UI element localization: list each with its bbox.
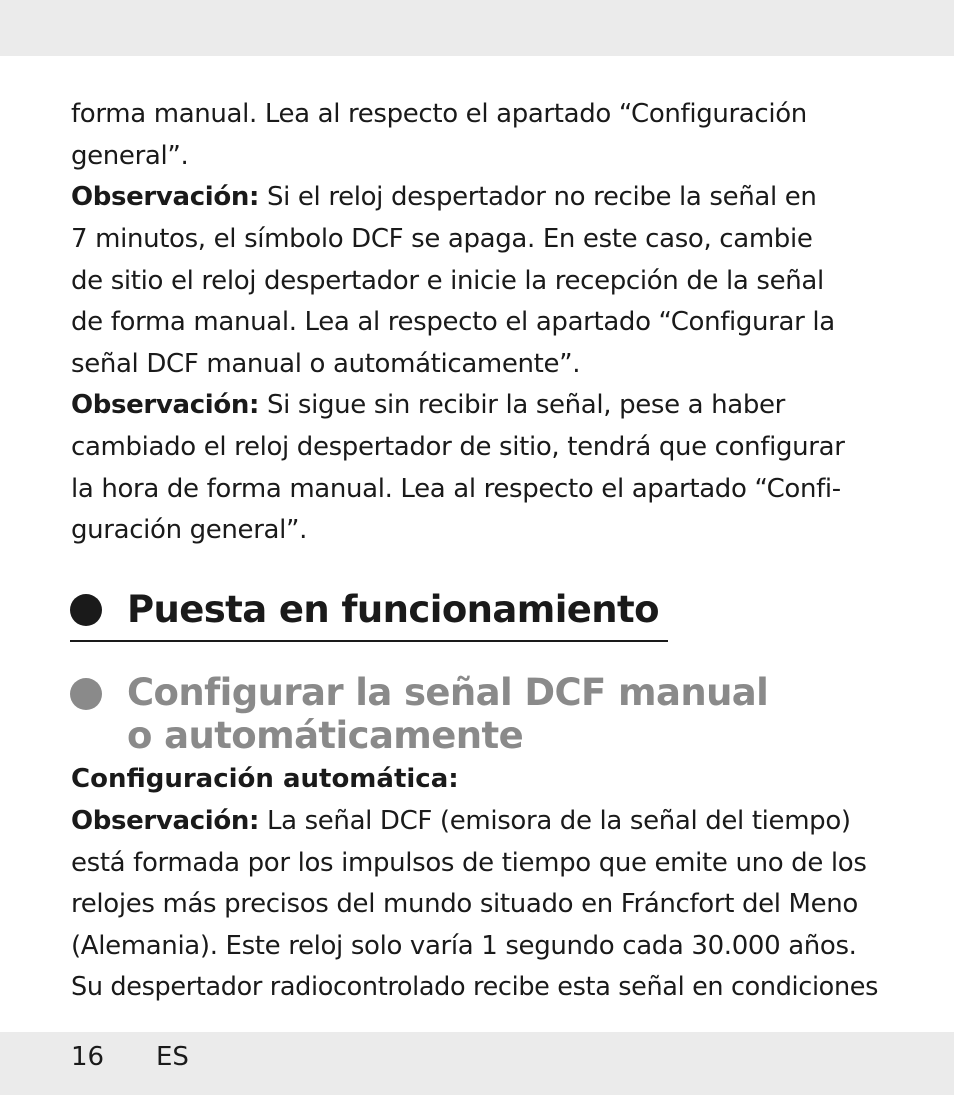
body-line: de forma manual. Lea al respecto el apartado “Configurar la xyxy=(71,307,835,337)
footer-band xyxy=(0,1032,954,1095)
subsection-bullet-icon xyxy=(70,678,102,710)
body-line xyxy=(71,388,785,422)
body-line: está formada por los impulsos de tiempo que emite uno de los xyxy=(71,848,867,878)
body-line: general”. xyxy=(71,141,189,171)
subheading: Configuración automática: xyxy=(71,764,459,794)
section-heading: Puesta en funcionamiento xyxy=(127,588,659,631)
body-line: de sitio el reloj despertador e inicie la recepción de la señal xyxy=(71,266,824,296)
body-text: Si sigue sin recibir la señal, pese a haber xyxy=(259,390,785,420)
body-line xyxy=(71,180,817,214)
body-line: guración general”. xyxy=(71,515,308,545)
body-text: Si el reloj despertador no recibe la señal en xyxy=(259,182,817,212)
observation-label: Observación: xyxy=(71,182,260,212)
body-line: forma manual. Lea al respecto el apartado “Configuración xyxy=(71,99,807,129)
body-line: (Alemania). Este reloj solo varía 1 segundo cada 30.000 años. xyxy=(71,931,857,961)
body-line xyxy=(71,804,851,838)
body-text: La señal DCF (emisora de la señal del tiempo) xyxy=(259,806,851,836)
language-code: ES xyxy=(156,1042,189,1072)
top-margin-band xyxy=(0,0,954,56)
body-line: cambiado el reloj despertador de sitio, tendrá que configurar xyxy=(71,432,845,462)
body-line: relojes más precisos del mundo situado en Fráncfort del Meno xyxy=(71,889,858,919)
subsection-heading-line: Configurar la señal DCF manual xyxy=(127,671,769,714)
heading-underline xyxy=(70,640,668,642)
subsection-heading-line: o automáticamente xyxy=(127,714,524,757)
body-line: Su despertador radiocontrolado recibe esta señal en condiciones xyxy=(71,972,879,1002)
body-line: la hora de forma manual. Lea al respecto el apartado “Confi- xyxy=(71,474,841,504)
body-line: señal DCF manual o automáticamente”. xyxy=(71,349,581,379)
page-number: 16 xyxy=(71,1042,105,1072)
observation-label: Observación: xyxy=(71,806,260,836)
body-line: 7 minutos, el símbolo DCF se apaga. En este caso, cambie xyxy=(71,224,813,254)
heading-bullet-icon xyxy=(70,594,102,626)
observation-label: Observación: xyxy=(71,390,260,420)
